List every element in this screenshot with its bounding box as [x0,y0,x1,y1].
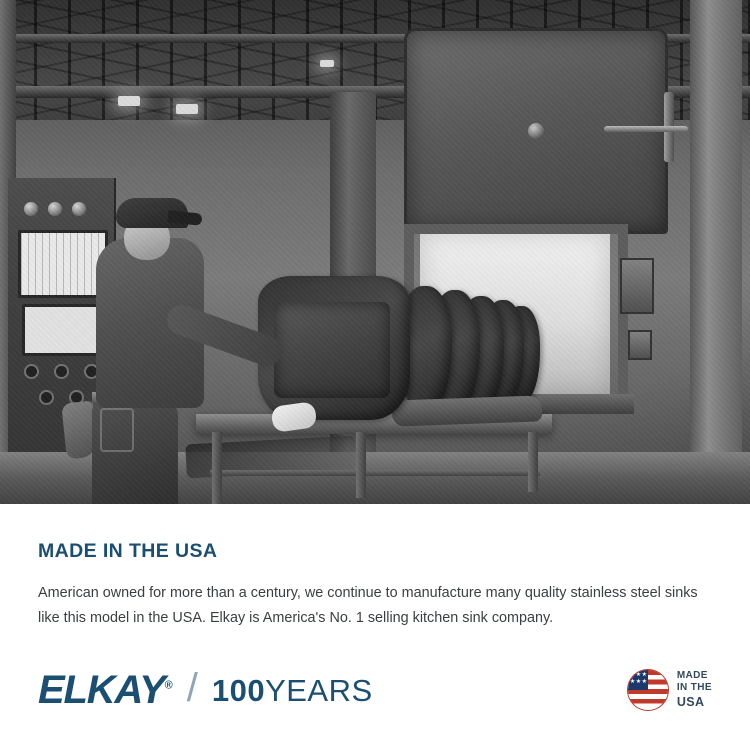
badge-line-1: MADE [676,669,708,681]
flag-canton [628,670,648,690]
divider-slash: / [186,666,198,711]
footer [0,630,750,750]
headline: MADE IN THE USA [38,539,218,562]
brand-lockup [38,666,373,713]
ceiling-lamp [118,96,140,106]
anniversary-number: 100 [211,672,266,708]
worker-pocket [100,408,134,452]
work-table-rail [210,470,540,476]
furnace-door-rod [604,126,688,132]
support-pillar [690,0,742,504]
made-in-usa-text [677,670,712,711]
made-in-usa-badge [628,670,712,711]
gauge-icon [48,202,62,216]
registered-trademark-icon: ® [164,679,173,692]
knob-icon [56,366,67,377]
chart-recorder-window [18,230,108,298]
work-cloth [392,395,543,426]
elkay-logo [38,668,173,713]
anniversary-word: YEARS [265,672,373,708]
body-copy: American owned for more than a century, we continue to manufacture many quality stainless steel sinks like this model in the USA. Elkay is America's No. 1 selling kitchen sink company. [38,584,698,626]
knob-icon [41,392,52,403]
chart-recorder-window [22,304,102,356]
badge-line-2: IN THE [676,682,712,694]
usa-flag-icon [628,670,668,710]
work-table-leg [356,432,366,498]
elkay-wordmark-text: ELKAY [38,668,165,713]
gauge-icon [72,202,86,216]
gauge-icon [24,202,38,216]
work-table-leg [528,432,538,492]
work-table-leg [212,432,222,504]
wall-control-box [628,330,652,360]
text-block [0,504,750,631]
worker-cap [116,198,188,228]
ceiling-lamp [320,60,334,67]
knob-icon [26,366,37,377]
badge-line-3: USA [676,694,705,709]
wall-control-box [620,258,654,314]
ceiling-lamp [176,104,198,114]
anniversary-lockup [211,672,373,708]
